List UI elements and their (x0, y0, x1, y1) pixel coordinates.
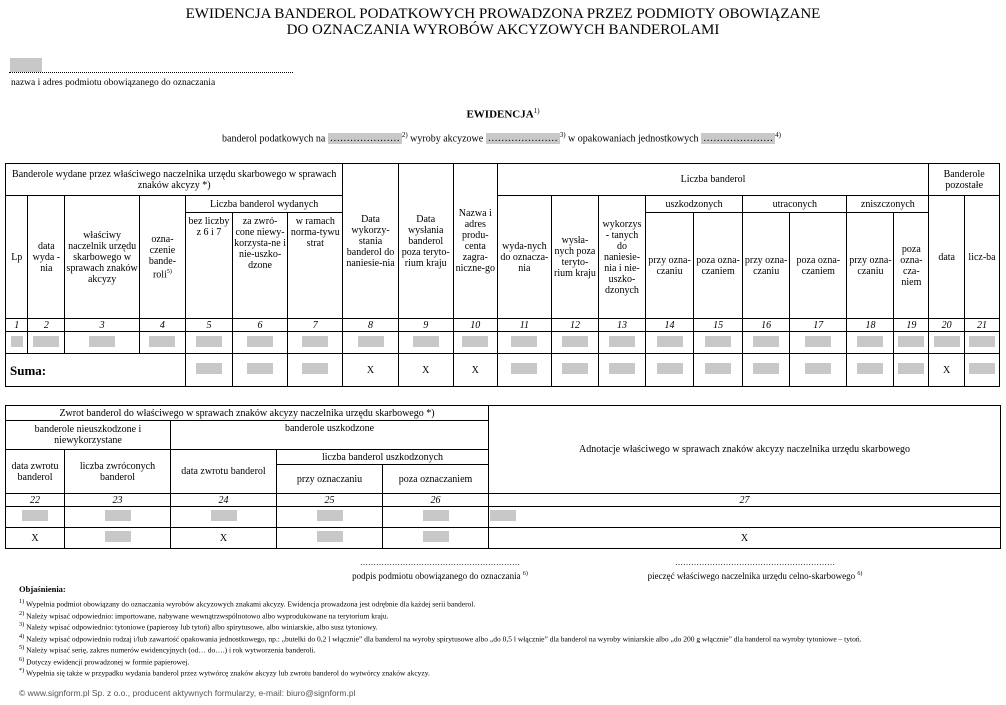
col-number: 12 (551, 319, 598, 332)
note-item (19, 643, 994, 655)
cell-input[interactable] (929, 332, 965, 354)
note-item (19, 655, 994, 667)
cell-input[interactable] (551, 332, 598, 354)
header-uszk-poza: poza ozna-czaniem (694, 213, 743, 319)
group-wydane: Banderole wydane przez właściwego naczelnika urzędu skarbowego w sprawach znaków akcyzy *) (6, 164, 343, 196)
note-item (19, 620, 994, 632)
header-przy-oznaczaniu: przy oznaczaniu (277, 465, 383, 494)
col-number: 25 (277, 494, 383, 507)
cell-input[interactable] (28, 332, 65, 354)
group-zwrot: Zwrot banderol do właściwego w sprawach znaków akcyzy naczelnika urzędu skarbowego *) (6, 406, 489, 421)
suma-x: X (398, 354, 453, 387)
signature-right-text: pieczęć właściwego naczelnika urzędu celno-skarbowego (647, 571, 856, 581)
note-text: Dotyczy ewidencji prowadzonej w formie papierowej. (26, 657, 190, 666)
suma-input[interactable] (598, 354, 645, 387)
header-zwrocone: za zwró-cone niewy-korzysta-ne i nie-uszko-dzone (232, 213, 287, 319)
suma-input[interactable] (65, 528, 171, 549)
signature-left-label (345, 571, 535, 581)
cell-input[interactable] (847, 332, 894, 354)
return-table (5, 405, 1001, 549)
note-item (19, 632, 994, 644)
suma-row (6, 354, 1000, 387)
header-data-wyslania: Data wysłania banderol poza teryto-rium kraju (398, 164, 453, 319)
header-utr-przy: przy ozna-czaniu (743, 213, 790, 319)
header-uszk-przy: przy ozna-czaniu (646, 213, 694, 319)
header-producent: Nazwa i adres produ-centa zagra-niczne-go (453, 164, 497, 319)
line-sup-2: 3) (559, 131, 566, 139)
title-line-1: EWIDENCJA BANDEROL PODATKOWYCH PROWADZONA PRZEZ PODMIOTY OBOWIĄZANE (185, 6, 821, 22)
cell-input[interactable] (65, 507, 171, 528)
header-utr-poza: poza ozna-czaniem (790, 213, 847, 319)
note-text: Należy wpisać odpowiednio rodzaj i/lub zawartość opakowania jednostkowego, np.: „butelki do 0,2 l włącznie” dla banderol na wyroby spirytusowe albo „do 0,5 l włącznie” dla banderol na wyroby winiarskie albo „do 200 g włącznie” dla banderol na wyroby tytoniowe – tytoń. (26, 634, 862, 643)
cell-input[interactable] (598, 332, 645, 354)
cell-input[interactable] (965, 332, 1000, 354)
header-bez-liczby: bez liczby z 6 i 7 (185, 213, 232, 319)
header-data-zwrotu: data zwrotu banderol (6, 450, 65, 494)
cell-input[interactable] (453, 332, 497, 354)
cell-input[interactable] (232, 332, 287, 354)
column-numbers-row (6, 319, 1000, 332)
banderol-table (5, 163, 1000, 387)
package-type-input[interactable]: ………………… (703, 133, 774, 145)
note-mark: 6) (19, 655, 25, 663)
group-liczba-wydanych: Liczba banderol wydanych (185, 196, 342, 213)
header-pozostale-liczba: licz-ba (965, 196, 1000, 319)
col-number: 8 (343, 319, 398, 332)
cell-input[interactable] (489, 507, 1001, 528)
header-data-zwrotu-uszk: data zwrotu banderol (171, 450, 277, 494)
title-line-2: DO OZNACZANIA WYROBÓW AKCYZOWYCH BANDEROLAMI (286, 22, 720, 38)
suma-label: Suma: (6, 354, 186, 387)
note-item (19, 597, 994, 609)
signature-left (345, 558, 535, 581)
header-wyslanych: wysła-nych poza teryto-rium kraju (551, 196, 598, 319)
header-liczba-zwroconych: liczba zwróconych banderol (65, 450, 171, 494)
col-number: 3 (65, 319, 140, 332)
cell-input[interactable] (894, 332, 929, 354)
header-wykorzystanych: wykorzys - tanych do naniesie-nia i nie-uszko-dzonych (598, 196, 645, 319)
col-number: 16 (743, 319, 790, 332)
note-text: Wypełnia podmiot obowiązany do oznaczania wyrobów akcyzowych znakami akcyzy. Ewidencja prowadzona jest odrębnie dla każdej serii banderol. (25, 599, 476, 609)
cell-input[interactable] (646, 332, 694, 354)
col-number: 14 (646, 319, 694, 332)
note-item (19, 609, 994, 621)
note-item (19, 666, 994, 678)
signature-left-sup: 6) (522, 571, 528, 577)
cell-input[interactable] (185, 332, 232, 354)
cell-input[interactable] (65, 332, 140, 354)
col-number: 24 (171, 494, 277, 507)
note-text: Wypełnia się także w przypadku wydania banderol przez wytwórcę znaków akcyzy lub zwrotu banderol do wytwórcy znaków akcyzy. (25, 668, 430, 678)
cell-input[interactable] (288, 332, 343, 354)
entity-name-field[interactable] (9, 56, 293, 73)
suma-x: X (489, 528, 1001, 549)
cell-input[interactable] (343, 332, 398, 354)
note-text: Należy wpisać serię, zakres numerów ewidencyjnych (od… do….) i rok wytworzenia banderoli. (26, 645, 316, 655)
col-number: 7 (288, 319, 343, 332)
cell-input[interactable] (497, 332, 551, 354)
oznaczenie-text: ozna-czenie bande-roli (148, 233, 177, 281)
notes-title: Objaśnienia: (19, 584, 66, 594)
cell-input[interactable] (6, 332, 28, 354)
signature-right-sup: 6) (857, 571, 863, 577)
note-mark: 5) (19, 644, 25, 651)
note-mark: 3) (19, 621, 25, 628)
suma-x: X (929, 354, 965, 387)
col-number: 15 (694, 319, 743, 332)
entity-name-label: nazwa i adres podmiotu obowiązanego do oznaczania (11, 78, 216, 88)
page-title (0, 6, 1006, 38)
cell-input[interactable] (171, 507, 277, 528)
col-number: 2 (28, 319, 65, 332)
suma-x: X (171, 528, 277, 549)
cell-input[interactable] (694, 332, 743, 354)
suma-input[interactable] (646, 354, 694, 387)
table-row (6, 507, 1001, 528)
suma-x: X (6, 528, 65, 549)
col-number: 6 (232, 319, 287, 332)
ewidencja-heading (0, 107, 1006, 121)
product-type-input[interactable]: ………………… (487, 133, 558, 145)
header-normatyw: w ramach norma-tywu strat (288, 213, 343, 319)
cell-input[interactable] (383, 507, 489, 528)
header-oznaczenie (139, 196, 185, 319)
col-number: 20 (929, 319, 965, 332)
col-number: 4 (139, 319, 185, 332)
col-number: 13 (598, 319, 645, 332)
group-uszkodzone: banderole uszkodzone (171, 421, 489, 450)
col-number: 17 (790, 319, 847, 332)
col-number: 9 (398, 319, 453, 332)
header-pozostale-data: data (929, 196, 965, 319)
suma-input[interactable] (965, 354, 1000, 387)
suma-input[interactable] (551, 354, 598, 387)
note-text: Należy wpisać odpowiednio: importowane, nabywane wewnątrzwspólnotowo albo wyprodukowane na terytorium kraju. (26, 611, 389, 620)
col-number: 21 (965, 319, 1000, 332)
signature-left-dots: …………………………………………………… (360, 558, 520, 567)
banderol-origin-input[interactable]: ………………… (329, 133, 400, 145)
suma-input[interactable] (288, 354, 343, 387)
header-lp: Lp (6, 196, 28, 319)
column-numbers-row-2 (6, 494, 1001, 507)
group-zniszczonych: zniszczonych (847, 196, 929, 213)
signature-right (640, 558, 870, 581)
col-number: 19 (894, 319, 929, 332)
cell-input[interactable] (790, 332, 847, 354)
cell-input[interactable] (743, 332, 790, 354)
col-number: 26 (383, 494, 489, 507)
group-liczba-uszkodzonych: liczba banderol uszkodzonych (277, 450, 489, 465)
suma-input[interactable] (383, 528, 489, 549)
suma-input[interactable] (790, 354, 847, 387)
suma-row-2 (6, 528, 1001, 549)
group-utraconych: utraconych (743, 196, 847, 213)
col-number: 1 (6, 319, 28, 332)
header-wydanych-do: wyda-nych do oznacza-nia (497, 196, 551, 319)
suma-input[interactable] (847, 354, 894, 387)
col-number: 5 (185, 319, 232, 332)
suma-x: X (343, 354, 398, 387)
header-naczelnik: właściwy naczelnik urzędu skarbowego w sprawach znaków akcyzy (65, 196, 140, 319)
col-number: 23 (65, 494, 171, 507)
header-zn-przy: przy ozna-czaniu (847, 213, 894, 319)
cell-input[interactable] (277, 507, 383, 528)
header-data-wykorzystania: Data wykorzy-stania banderol do naniesie-nia (343, 164, 398, 319)
note-text: Należy wpisać odpowiednio: tytoniowe (papierosy lub tytoń) albo spirytusowe, albo winiarskie, albo susz tytoniowy. (26, 622, 378, 632)
group-uszkodzonych: uszkodzonych (646, 196, 743, 213)
note-mark: 4) (19, 632, 25, 640)
suma-x: X (453, 354, 497, 387)
signature-right-label (640, 571, 870, 581)
note-mark: 1) (19, 598, 25, 605)
note-mark: 2) (19, 609, 25, 617)
col-number: 18 (847, 319, 894, 332)
group-nieuszkodzone: banderole nieuszkodzone i niewykorzystane (6, 421, 171, 450)
ewidencja-sup: 1) (533, 107, 540, 115)
signature-right-dots: …………………………………………………… (675, 558, 835, 567)
line-sup-3: 4) (775, 131, 781, 139)
header-adnotacje: Adnotacje właściwego w sprawach znaków akcyzy naczelnika urzędu skarbowego (489, 406, 1001, 494)
entity-name-input[interactable] (10, 58, 42, 72)
cell-input[interactable] (139, 332, 185, 354)
header-zn-poza: poza ozna-cza-niem (894, 213, 929, 319)
line-part-3: w opakowaniach jednostkowych (568, 133, 699, 145)
cell-input[interactable] (6, 507, 65, 528)
col-number: 11 (497, 319, 551, 332)
footer-text: © www.signform.pl Sp. z o.o., producent aktywnych formularzy, e-mail: biuro@signform.pl (19, 688, 356, 698)
signature-left-text: podpis podmiotu obowiązanego do oznaczania (352, 571, 521, 581)
cell-input[interactable] (398, 332, 453, 354)
col-number: 22 (6, 494, 65, 507)
col-number: 27 (489, 494, 1001, 507)
header-poza-oznaczaniem: poza oznaczaniem (383, 465, 489, 494)
line-part-2: wyroby akcyzowe (410, 133, 484, 145)
oznaczenie-sup: 5) (166, 268, 172, 275)
suma-input[interactable] (694, 354, 743, 387)
line-part-1: banderol podatkowych na (222, 133, 326, 145)
group-pozostale: Banderole pozostałe (929, 164, 1000, 196)
table-row (6, 332, 1000, 354)
suma-input[interactable] (894, 354, 929, 387)
suma-input[interactable] (277, 528, 383, 549)
suma-input[interactable] (185, 354, 232, 387)
suma-input[interactable] (232, 354, 287, 387)
ewidencja-text: EWIDENCJA (466, 108, 534, 121)
note-mark: *) (19, 667, 25, 674)
suma-input[interactable] (743, 354, 790, 387)
col-number: 10 (453, 319, 497, 332)
header-data-wydania: data wyda -nia (28, 196, 65, 319)
ewidencja-line (222, 131, 781, 144)
line-sup-1: 2) (401, 131, 408, 139)
suma-input[interactable] (497, 354, 551, 387)
group-liczba-banderol: Liczba banderol (497, 164, 929, 196)
notes-list (19, 597, 994, 678)
